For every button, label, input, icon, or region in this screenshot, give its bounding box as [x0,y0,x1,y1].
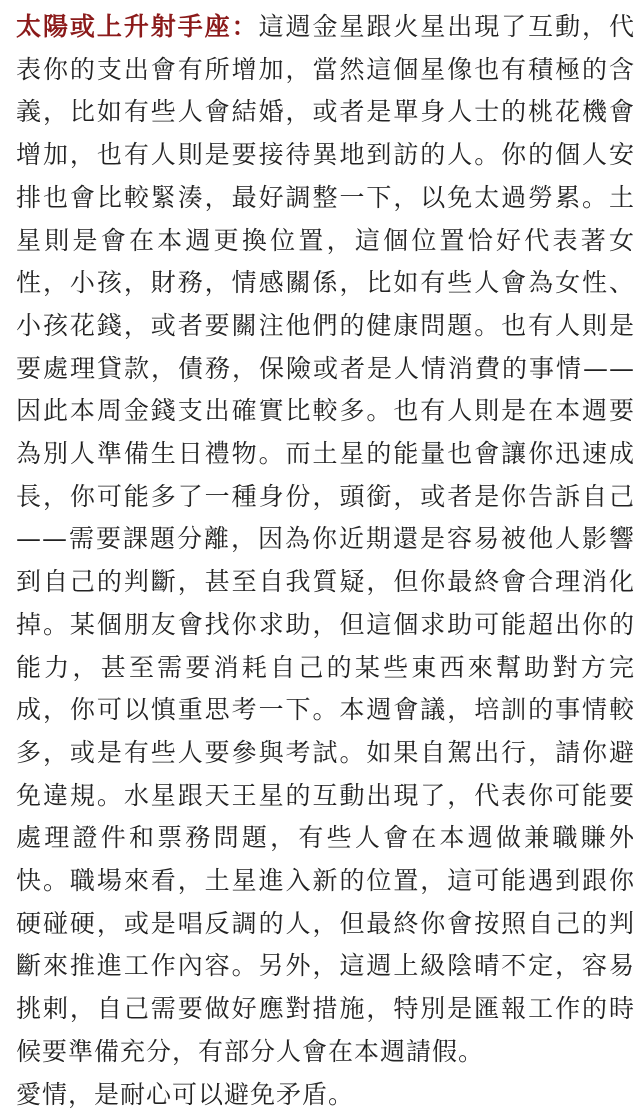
horoscope-paragraph [16,6,635,1074]
article-body [16,6,635,1116]
paragraph-text: 這週金星跟火星出現了互動，代表你的支出會有所增加，當然這個星像也有積極的含義，比如有些人會結婚，或者是單身人士的桃花機會增加，也有人則是要接待異地到訪的人。你的個人安排也會比較緊湊，最好調整一下，以免太過勞累。土星則是會在本週更換位置，這個位置恰好代表著女性，小孩，財務，情感關係，比如有些人會為女性、小孩花錢，或者要關注他們的健康問題。也有人則是要處理貸款，債務，保險或者是人情消費的事情——因此本周金錢支出確實比較多。也有人則是在本週要為別人準備生日禮物。而土星的能量也會讓你迅速成長，你可能多了一種身份，頭銜，或者是你告訴自己——需要課題分離，因為你近期還是容易被他人影響到自己的判斷，甚至自我質疑，但你最終會合理消化掉。某個朋友會找你求助，但這個求助可能超出你的能力，甚至需要消耗自己的某些東西來幫助對方完成，你可以慎重思考一下。本週會議，培訓的事情較多，或是有些人要參與考試。如果自駕出行，請你避免違規。水星跟天王星的互動出現了，代表你可能要處理證件和票務問題，有些人會在本週做兼職賺外快。職場來看，土星進入新的位置，這可能遇到跟你硬碰硬，或是唱反調的人，但最終你會按照自己的判斷來推進工作內容。另外，這週上級陰晴不定，容易挑剌，自己需要做好應對措施，特別是匯報工作的時候要準備充分，有部分人會在本週請假。 [16,12,635,1066]
love-paragraph: 愛情，是耐心可以避免矛盾。 [16,1079,355,1109]
sign-heading: 太陽或上升射手座： [16,12,259,41]
